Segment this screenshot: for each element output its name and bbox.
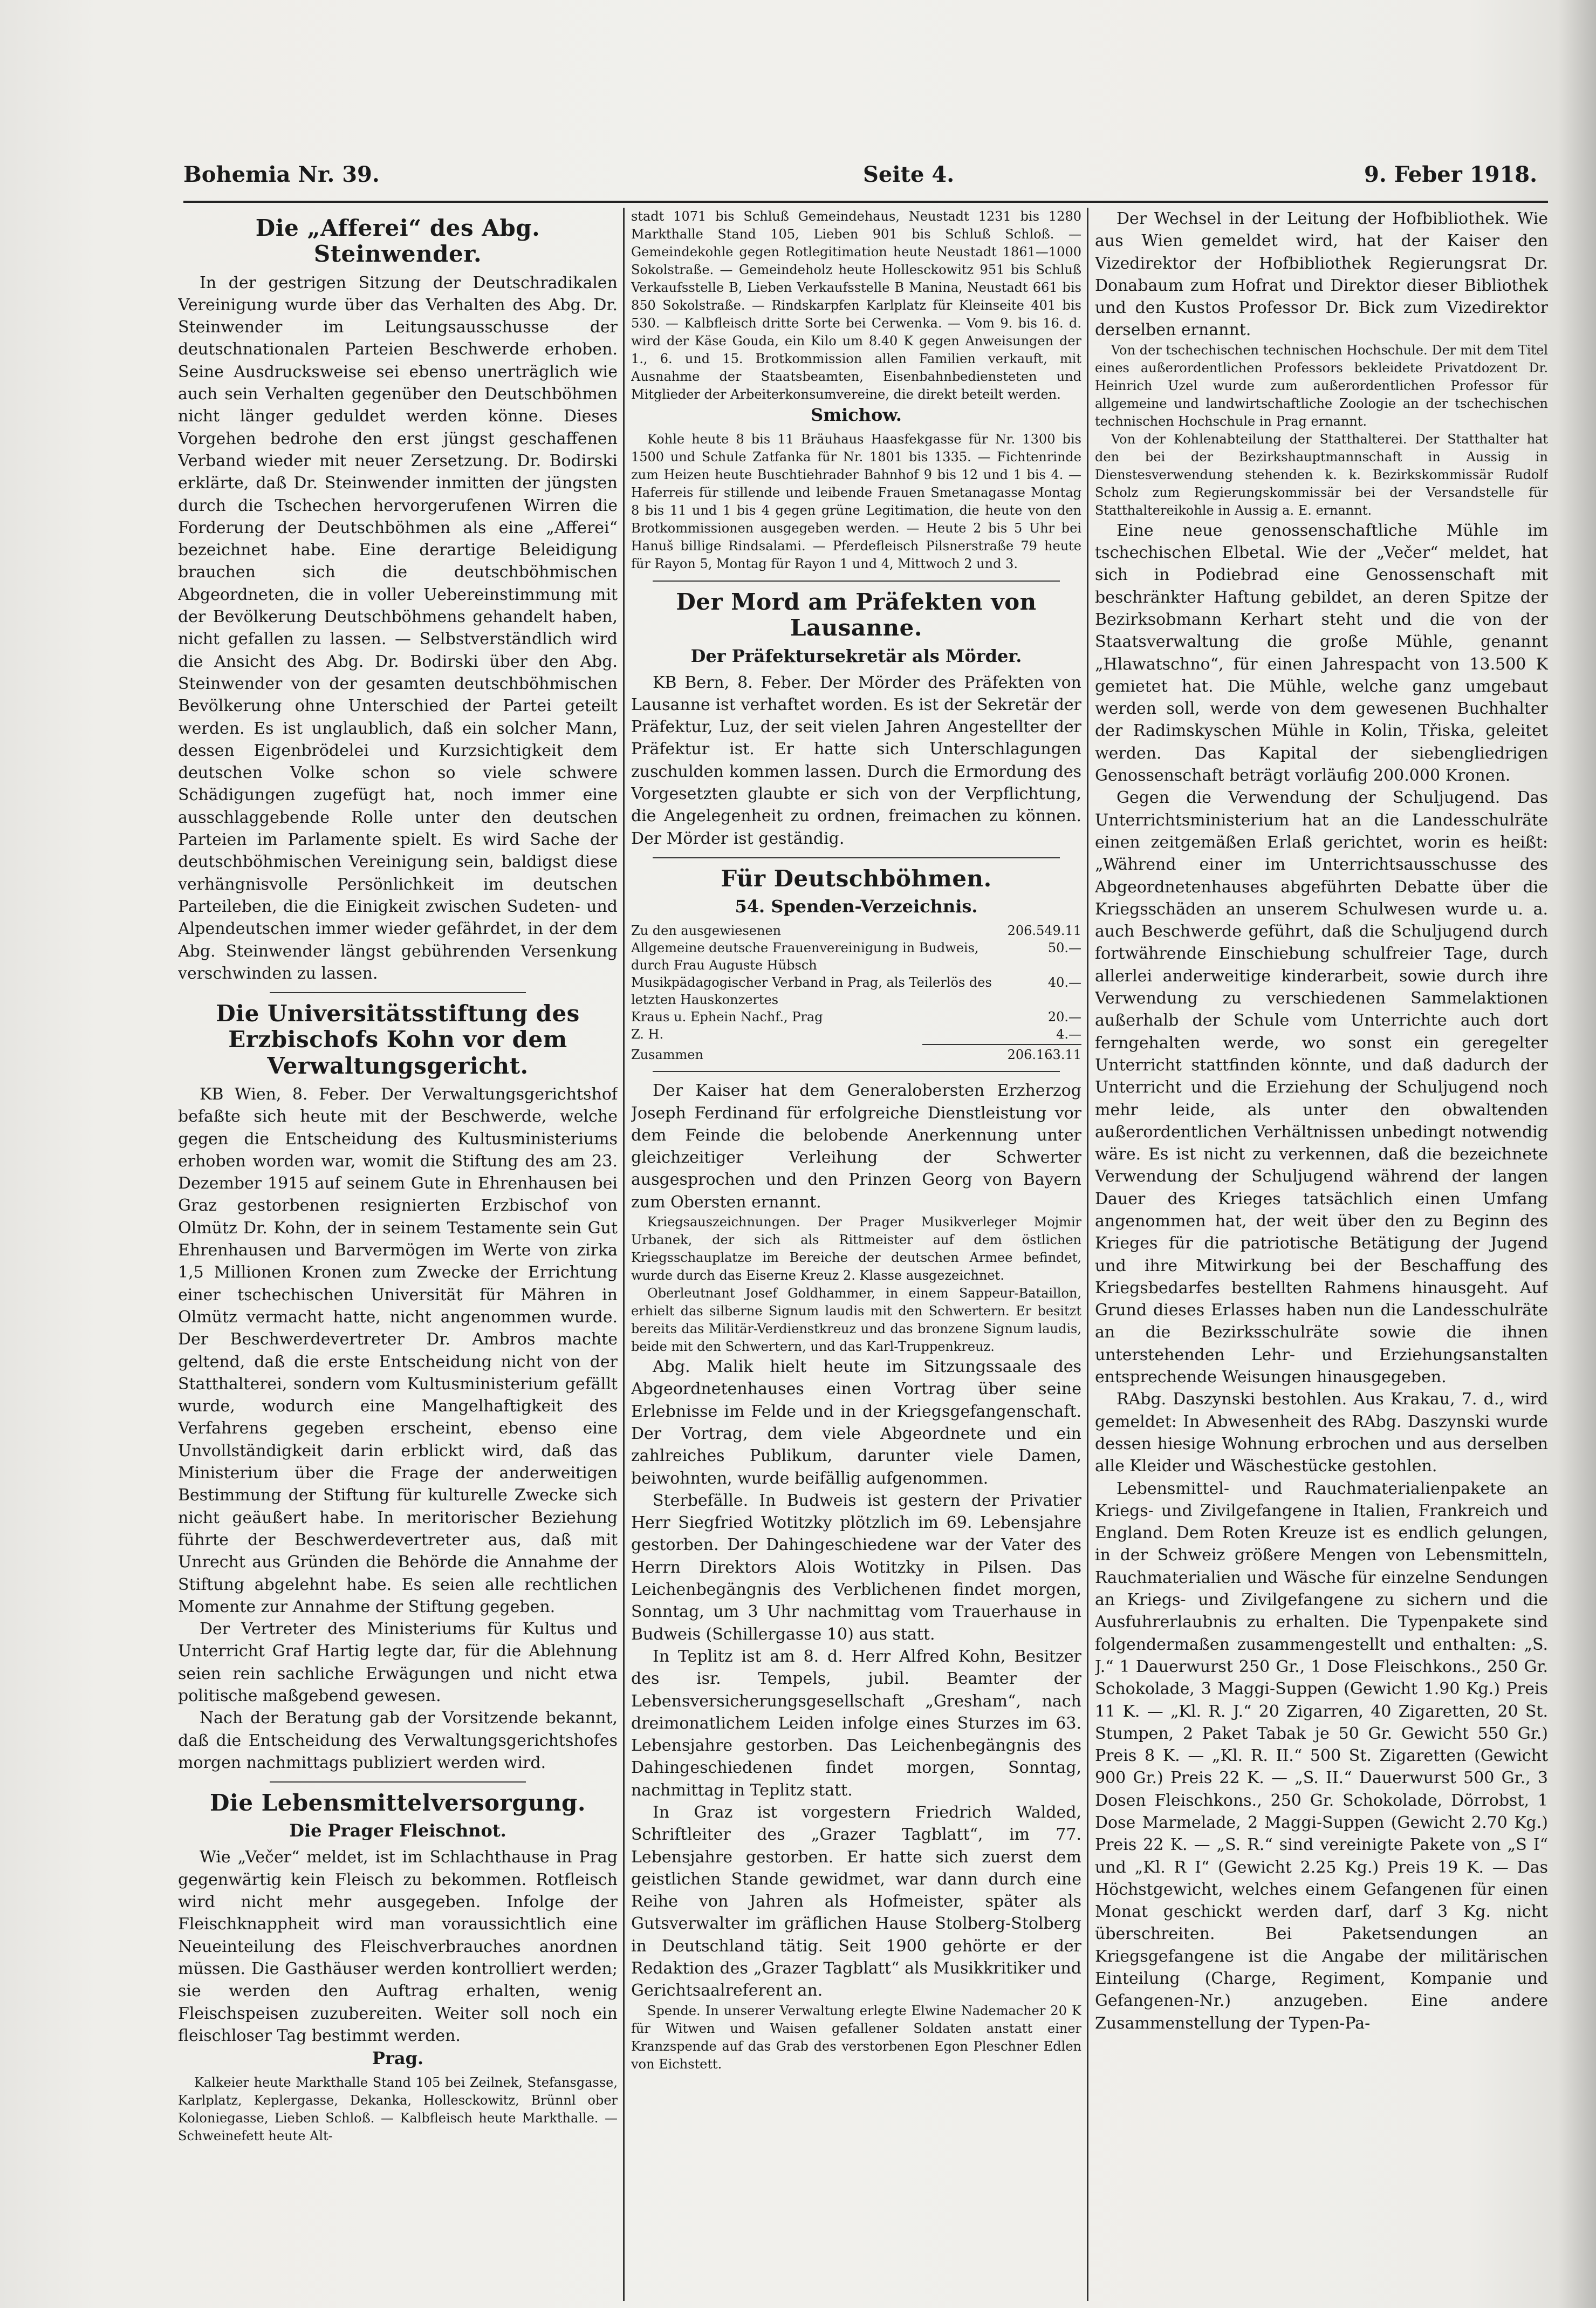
donation-amount: 20.—: [1047, 1009, 1081, 1025]
notice-kriegsauszeichnungen: Kriegsauszeichnungen. Der Prager Musikverleger Mojmir Urbanek, der sich als Rittmeister auf dem östlichen Kriegsschauplatze im Bereiche der deutschen Armee befindet, wurde durch das Eiserne Kreuz 2. Klasse ausgezeichnet.: [631, 1214, 1081, 1283]
donation-total-amount: 206.163.11: [1007, 1047, 1081, 1063]
article-title-deutschboehmen: Für Deutschböhmen.: [721, 865, 992, 892]
article-body-universitaetsstiftung-1: KB Wien, 8. Feber. Der Verwaltungsgerichtshof befaßte sich heute mit der Beschwerde, welche gegen die Entscheidung des Kultusministeriums erhoben worden war, womit die Stiftung des am 23. Dezember 1915 auf seinem Gute in Ehrenhausen bei Graz gestorbenen resignierten Erzbischof von Olmütz Dr. Kohn, der in seinem Testamente sein Gut Ehrenhausen und Barvermögen im Werte von zirka 1,5 Millionen Kronen zum Zwecke der Errichtung einer tschechischen Universität für Mähren in Olmütz vermacht hatte, nicht angenommen wurde. Der Beschwerdevertreter Dr. Ambros machte geltend, daß die erste Entscheidung nicht von der Statthalterei, sondern vom Kultusministerium gefällt wurde, wodurch eine Mangelhaftigkeit des Verfahrens gegeben erscheint, ebenso eine Unvollständigkeit darin erblickt wird, daß das Ministerium über die Frage der anderweitigen Bestimmung der Stiftung für kulturelle Zwecke sich nicht geäußert habe. In meritorischer Beziehung führte der Beschwerdevertreter aus, daß mit Unrecht aus Gründen die Behörde die Annahme der Stiftung abgelehnt habe. Es seien alle rechtlichen Momente zur Annahme der Stiftung gegeben.: [178, 1084, 618, 1616]
article-separator: [270, 1781, 526, 1783]
donation-label: Z. H.: [631, 1027, 664, 1042]
article-subtitle-mord-lausanne: Der Präfektursekretär als Mörder.: [690, 645, 1022, 666]
donation-total-label: Zusammen: [631, 1047, 703, 1063]
article-body-daszynski: RAbg. Daszynski bestohlen. Aus Krakau, 7. d., wird gemeldet: In Abwesenheit des RAbg. Daszynski wurde dessen hiesige Wohnung erbrochen und aus derselben alle Kleider und Wäschestücke gestohlen.: [1095, 1390, 1548, 1476]
donation-amount: 40.—: [1047, 975, 1081, 991]
donation-amount: 206.549.11: [1007, 923, 1081, 939]
article-body-universitaetsstiftung-3: Nach der Beratung gab der Vorsitzende bekannt, daß die Entscheidung des Verwaltungsgerichtshofes morgen nachmittags publiziert werden wird.: [178, 1709, 618, 1772]
article-body-mord-lausanne: KB Bern, 8. Feber. Der Mörder des Präfekten von Lausanne ist verhaftet worden. Es ist der Sekretär der Präfektur, Luz, der seit vielen Jahren Angestellter der Präfektur ist. Er hatte sich Unterschlagungen zuschulden kommen lassen. Durch die Ermordung des Vorgesetzten glaubte er sich von der Verpflichtung, die Angelegenheit zu ordnen, freimachen zu können. Der Mörder ist geständig.: [631, 673, 1081, 848]
article-separator: [270, 992, 526, 993]
donation-total-row: [631, 1046, 1081, 1063]
article-body-graz: In Graz ist vorgestern Friedrich Walded, Schriftleiter des „Grazer Tagblatt“, im 77. Lebensjahre gestorben. Er hatte sich zuerst dem geistlichen Stande gewidmet, war dann durch eine Reihe von Jahren als Hofmeister, später als Gutsverwalter im gräflichen Hause Stolberg-Stolberg in Deutschland tätig. Seit 1900 gehörte er der Redaktion des „Grazer Tagblatt“ als Musikkritiker und Gerichtsaalreferent an.: [631, 1802, 1081, 2000]
running-header: [183, 162, 1548, 200]
column-3: [1095, 208, 1548, 2301]
page-binding-shadow: [1558, 0, 1596, 2308]
article-body-kaiser: Der Kaiser hat dem Generalobersten Erzherzog Joseph Ferdinand für erfolgreiche Dienstleistung vor dem Feinde die belobende Anerkennung unter gleichzeitiger Verleihung der Schwerter ausgesprochen und den Prinzen Georg von Bayern zum Obersten ernannt.: [631, 1081, 1081, 1212]
article-body-fleischnot: Wie „Večer“ meldet, ist im Schlachthause in Prag gegenwärtig kein Fleisch zu bekommen. Rotfleisch wird nicht mehr ausgegeben. Infolge der Fleischknappheit wird man voraussichtlich eine Neueinteilung des Fleischverbrauches anordnen müssen. Die Gasthäuser werden kontrolliert werden; sie werden den Auftrag erhalten, wenig Fleischspeisen zuzubereiten. Weiter soll noch ein fleischloser Tag bestimmt werden.: [178, 1848, 618, 2045]
page-number: Seite 4.: [863, 162, 955, 187]
column-rule-1: [623, 208, 625, 2301]
donation-total-rule: [922, 1044, 1081, 1045]
article-separator: [653, 581, 1060, 582]
donation-amount: 4.—: [1056, 1027, 1081, 1042]
article-subtitle-fleischnot: Die Prager Fleischnot.: [289, 1820, 506, 1841]
donation-row: [631, 974, 1081, 1008]
issue-date: 9. Feber 1918.: [1364, 162, 1537, 187]
notice-prag-continued: stadt 1071 bis Schluß Gemeindehaus, Neustadt 1231 bis 1280 Markthalle Stand 105, Lieben 901 bis Schluß Schloß. — Gemeindekohle gegen Rotlegitimation heute Neustadt 1861—1000 Sokolstraße. — Gemeindeholz heute Hollesckowitz 951 bis Schluß Verkaufsstelle B, Lieben Verkaufsstelle B Manina, Neustadt 661 bis 850 Sokolstraße. — Rindskarpfen Karlplatz für Kleinseite 401 bis 530. — Kalbfleisch dritte Sorte bei Cerwenka. — Vom 9. bis 16. d. wird der Käse Gouda, ein Kilo um 8.40 K gegen Anweisungen der 1., 6. und 15. Brotkommission allen Familien verkauft, mit Ausnahme der Staatsbeamten, Eisenbahnbediensteten und Mitglieder der Arbeiterkonsumvereine, die direkt beteilt werden.: [631, 209, 1081, 402]
article-body-afferei: In der gestrigen Sitzung der Deutschradikalen Vereinigung wurde über das Verhalten des Abg. Dr. Steinwender im Leitungsausschusse der deutschnationalen Parteien Beschwerde erhoben. Seine Ausdrucksweise sei ebenso unerträglich wie auch sein Verhalten gegenüber den Deutschböhmen nicht länger geduldet werden könne. Dieses Vorgehen bedrohe den erst jüngst geschaffenen Verband wieder mit neuer Zersetzung. Dr. Bodirski erklärte, daß Dr. Steinwender inmitten der jüngsten durch die Tschechen hervorgerufenen Wirren die Forderung der Deutschböhmen als eine „Afferei“ bezeichnet habe. Eine derartige Beleidigung brauchen sich die deutschböhmischen Abgeordneten, die in voller Uebereinstimmung mit der Bevölkerung Deutschböhmens gehandelt haben, nicht gefallen zu lassen. — Selbstverständlich wird die Ansicht des Abg. Dr. Bodirski über den Abg. Steinwender von der gesamten deutschböhmischen Bevölkerung ohne Unterschied der Partei geteilt werden. Es ist unglaublich, daß ein solcher Mann, dessen Eigenbrödelei und Kurzsichtigkeit dem deutschen Volke schon so viele schwere Schädigungen zugefügt hat, noch immer eine ausschlaggebende Rolle unter den deutschen Parteien im Parlamente spielt. Es wird Sache der deutschböhmischen Vereinigung sein, baldigst diese verhängnisvolle Persönlichkeit im deutschen Parteileben, die die Einigkeit zwischen Sudeten- und Alpendeutschen immer wieder gefährdet, in der dem Abg. Steinwender längst gebührenden Versenkung verschwinden zu lassen.: [178, 273, 618, 983]
notice-smichow: Kohle heute 8 bis 11 Bräuhaus Haasfekgasse für Nr. 1300 bis 1500 und Schule Zatfanka für Nr. 1801 bis 1335. — Fichtenrinde zum Heizen heute Buschtiehrader Bahnhof 9 bis 12 und 1 bis 4. — Haferreis für stillende und leibende Frauen Smetanagasse Montag 8 bis 11 und 1 bis 4 gegen grüne Legitimation, die heute von den Brotkommissionen ausgegeben werden. — Heute 2 bis 5 Uhr bei Hanuš billige Rindsalami. — Pferdefleisch Pilsnerstraße 79 heute für Rayon 5, Montag für Rayon 1 und 4, Mittwoch 2 und 3.: [631, 432, 1081, 571]
donation-label: Allgemeine deutsche Frauenvereinigung in Budweis, durch Frau Auguste Hübsch: [631, 940, 979, 973]
column-2: [631, 208, 1081, 2301]
notice-kohlenabteilung: Von der Kohlenabteilung der Statthalterei. Der Statthalter hat den bei der Bezirkshauptmannschaft in Aussig in Dienstesverwendung stehenden k. k. Bezirkskommissär Rudolf Scholz zum Regierungskommissär bei der Versandstelle für Statthaltereikohle in Aussig a. E. ernannt.: [1095, 431, 1548, 518]
column-1: [178, 208, 618, 2301]
donation-row: [631, 1026, 1081, 1043]
section-subtitle-prag: Prag.: [372, 2048, 424, 2069]
donation-list: [631, 922, 1081, 1063]
column-rule-2: [1087, 208, 1088, 2301]
donation-row: [631, 939, 1081, 974]
article-body-schuljugend: Gegen die Verwendung der Schuljugend. Das Unterrichtsministerium hat an die Landesschulräte einen zeitgemäßen Erlaß gerichtet, worin es heißt: „Während einer im Unterrichtsausschusse des Abgeordnetenhauses abgeführten Debatte über die Kriegsschäden an unserem Schulwesen wurde u. a. auch Beschwerde geführt, daß die Schuljugend durch fortwährende Einschiebung schulfreier Tage, durch allerlei anderweitige kinderarbeit, sowie durch ihre Verwendung zu verschiedenen Sammelaktionen außerhalb der Schule vom Unterrichte auch dort ferngehalten werde, wo sonst ein geregelter Unterricht stattfinden könnte, und daß dadurch der Unterricht und die Erziehung der Schuljugend noch mehr leide, als unter den obwaltenden außerordentlichen Verhältnissen unbedingt notwendig wäre. Es ist nicht zu verkennen, daß die bezeichnete Verwendung der Schuljugend während der langen Dauer des Krieges tatsächlich einen Umfang angenommen hat, der weit über den zu Beginn des Krieges für die patriotische Betätigung der Jugend und ihre Mitwirkung bei der Beschaffung des Kriegsbedarfes bestellten Rahmens hinausgeht. Auf Grund dieses Erlasses haben nun die Landesschulräte an die Bezirksschulräte sowie die ihnen unterstehenden Lehr- und Erziehungsanstalten entsprechende Weisungen hinausgegeben.: [1095, 788, 1548, 1387]
article-separator: [653, 857, 1060, 858]
article-subtitle-spenden: 54. Spenden-Verzeichnis.: [735, 896, 978, 917]
notice-technische-hochschule: Von der tschechischen technischen Hochschule. Der mit dem Titel eines außerordentlichen Professors bekleidete Privatdozent Dr. Heinrich Uzel wurde zum außerordentlichen Professor für allgemeine und landwirtschaftliche Zoologie an der tschechischen technischen Hochschule in Prag ernannt.: [1095, 342, 1548, 429]
section-subtitle-smichow: Smichow.: [811, 405, 902, 425]
notice-goldhammer: Oberleutnant Josef Goldhammer, in einem Sappeur-Bataillon, erhielt das silberne Signum laudis mit den Schwertern. Er besitzt bereits das Militär-Verdienstkreuz und das bronzene Signum laudis, beide mit den Schwertern, und das Karl-Truppenkreuz.: [631, 1286, 1081, 1355]
donation-label: Zu den ausgewiesenen: [631, 923, 782, 939]
article-body-hofbibliothek: Der Wechsel in der Leitung der Hofbibliothek. Wie aus Wien gemeldet wird, hat der Kaiser den Vizedirektor der Hofbibliothek Regierungsrat Dr. Donabaum zum Hofrat und Direktor dieser Bibliothek und den Kustos Professor Dr. Bick zum Vizedirektor derselben ernannt.: [1095, 209, 1548, 340]
donation-row: [631, 922, 1081, 939]
article-body-pakete: Lebensmittel- und Rauchmaterialienpakete an Kriegs- und Zivilgefangene in Italien, Frankreich und England. Dem Roten Kreuze ist es endlich gelungen, in der Schweiz größere Mengen von Lebensmitteln, Rauchmaterialien und Wäsche für einzelne Sendungen an Kriegs- und Zivilgefangene zu sichern und die Ausfuhrerlaubnis zu erhalten. Die Typenpakete sind folgendermaßen zusammengestellt und enthalten: „S. J.“ 1 Dauerwurst 250 Gr., 1 Dose Fleischkons., 250 Gr. Schokolade, 3 Maggi-Suppen (Gewicht 1.90 Kg.) Preis 11 K. — „Kl. R. J.“ 20 Zigarren, 40 Zigaretten, 20 St. Stumpen, 2 Paket Tabak je 50 Gr. Gewicht 550 Gr.) Preis 8 K. — „Kl. R. II.“ 500 St. Zigaretten (Gewicht 900 Gr.) Preis 22 K. — „S. II.“ Dauerwurst 500 Gr., 3 Dosen Fleischkons., 250 Gr. Schokolade, Dörrobst, 1 Dose Marmelade, 2 Maggi-Suppen (Gewicht 2.70 Kg.) Preis 22 K. — „S. R.“ sind vereinigte Pakete von „S I“ und „Kl. R I“ (Gewicht 2.25 Kg.) Preis 19 K. — Das Höchstgewicht, welches einem Gefangenen für einen Monat geschickt werden darf, darf 3 Kg. nicht überschreiten. Bei Paketsendungen an Kriegsgefangene ist die Angabe der militärischen Einteilung (Charge, Regiment, Kompanie und Gefangenen-Nr.) anzugeben. Eine andere Zusammenstellung der Typen-Pa-: [1095, 1479, 1548, 2033]
header-rule: [183, 201, 1548, 203]
notice-prag: Kalkeier heute Markthalle Stand 105 bei Zeilnek, Stefansgasse, Karlplatz, Keplergasse, Dekanka, Hollesckowitz, Brünnl ober Koloniegasse, Lieben Schloß. — Kalbfleisch heute Markthalle. — Schweinefett heute Alt-: [178, 2075, 618, 2144]
article-title-mord-lausanne: Der Mord am Präfekten von Lausanne.: [676, 589, 1037, 641]
donation-amount: 50.—: [1047, 940, 1081, 956]
article-body-sterbefaelle: Sterbefälle. In Budweis ist gestern der Privatier Herr Siegfried Wotitzky plötzlich im 69. Lebensjahre gestorben. Der Dahingeschiedene war der Vater des Herrn Direktors Alois Wotitzky in Pilsen. Das Leichenbegängnis des Verblichenen findet morgen, Sonntag, um 3 Uhr nachmittag vom Trauerhause in Budweis (Schillergasse 10) aus statt.: [631, 1491, 1081, 1644]
article-body-malik: Abg. Malik hielt heute im Sitzungssaale des Abgeordnetenhauses einen Vortrag über seine Erlebnisse im Felde und in der Kriegsgefangenschaft. Der Vortrag, dem viele Abgeordnete und ein zahlreiches Publikum, darunter viele Damen, beiwohnten, wurde beifällig aufgenommen.: [631, 1357, 1081, 1488]
article-separator: [653, 1071, 1060, 1072]
article-body-universitaetsstiftung-2: Der Vertreter des Ministeriums für Kultus und Unterricht Graf Hartig legte dar, für die Ablehnung seien rein sachliche Erwägungen und nicht etwa politische maßgebend gewesen.: [178, 1620, 618, 1705]
article-title-afferei: Die „Afferei“ des Abg. Steinwender.: [255, 215, 540, 268]
issue-number: Bohemia Nr. 39.: [183, 162, 380, 187]
donation-row: [631, 1008, 1081, 1026]
donation-label: Kraus u. Ephein Nachf., Prag: [631, 1009, 823, 1025]
article-body-teplitz: In Teplitz ist am 8. d. Herr Alfred Kohn, Besitzer des isr. Tempels, jubil. Beamter der Lebensversicherungsgesellschaft „Gresham“, nach dreimonatlichem Leiden infolge eines Sturzes im 63. Lebensjahre gestorben. Das Leichenbegängnis des Dahingeschiedenen findet morgen, Sonntag, nachmittag in Teplitz statt.: [631, 1647, 1081, 1800]
article-title-universitaetsstiftung: Die Universitätsstiftung des Erzbischofs Kohn vor dem Verwaltungsgericht.: [216, 1000, 580, 1079]
notice-spende: Spende. In unserer Verwaltung erlegte Elwine Nademacher 20 K für Witwen und Waisen gefallener Soldaten anstatt einer Kranzspende auf das Grab des verstorbenen Egon Pleschner Edlen von Eichstett.: [631, 2003, 1081, 2072]
article-title-lebensmittel: Die Lebensmittelversorgung.: [209, 1790, 586, 1817]
donation-label: Musikpädagogischer Verband in Prag, als Teilerlös des letzten Hauskonzertes: [631, 975, 992, 1008]
article-body-muehle: Eine neue genossenschaftliche Mühle im tschechischen Elbetal. Wie der „Večer“ meldet, hat sich in Podiebrad eine Genossenschaft mit beschränkter Haftung gebildet, an deren Spitze der Bezirksobmann Kerhart steht und die von der Staatsverwaltung die große Mühle, genannt „Hlawatschno“, für einen Jahrespacht von 13.500 K gemietet hat. Die Mühle, welche ganz umgebaut werden soll, werde von dem gewesenen Buchhalter der Radimskyschen Mühle in Kolin, Třiska, geleitet werden. Das Kapital der siebengliedrigen Genossenschaft beträgt vorläufig 200.000 Kronen.: [1095, 521, 1548, 786]
